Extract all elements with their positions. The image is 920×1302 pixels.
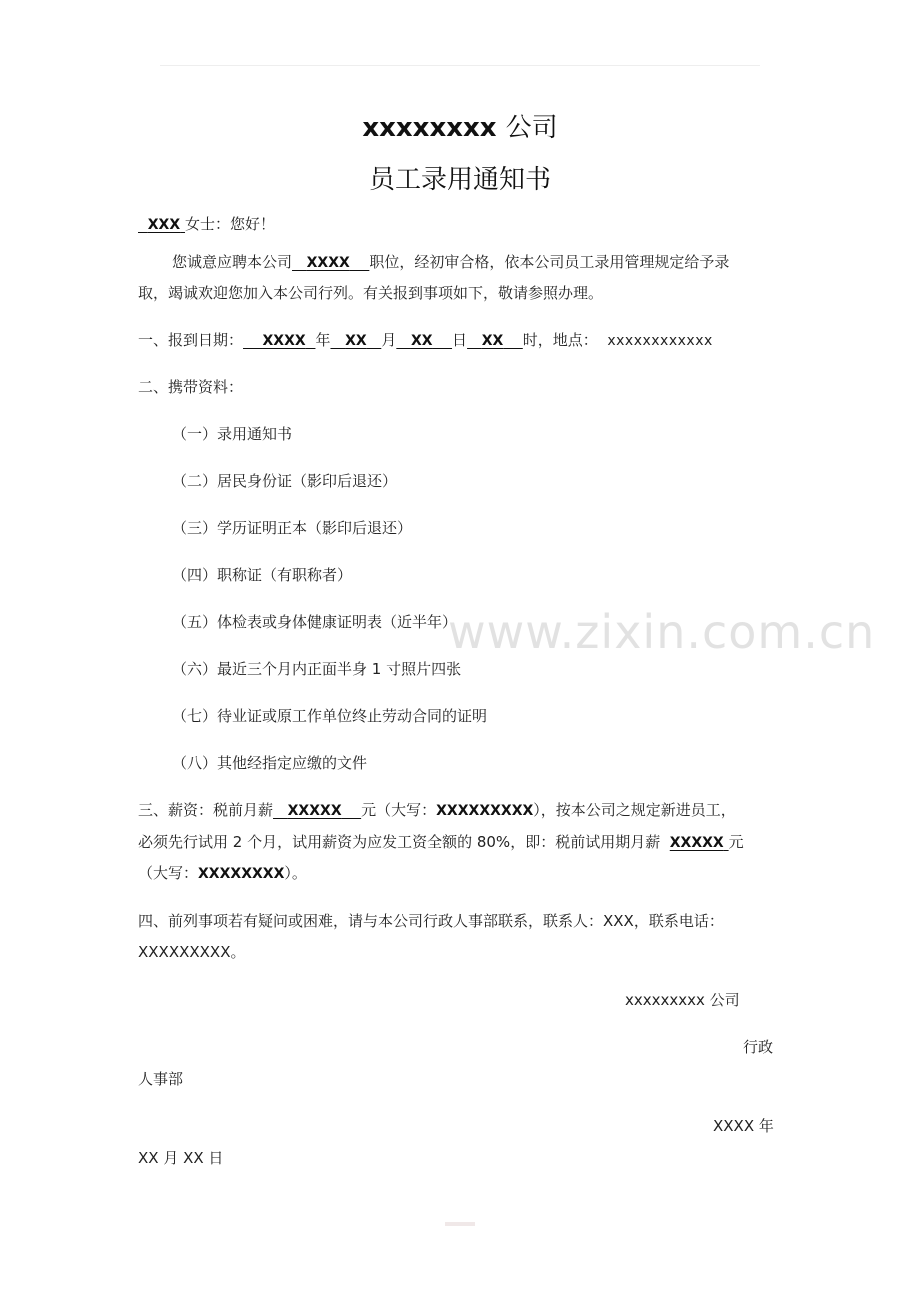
salary-line-3: （大写：XXXXXXXX）。 bbox=[138, 864, 307, 882]
salary-line-1: 三、薪资：税前月薪 XXXXX 元（大写：XXXXXXXXX），按本公司之规定新进员工， bbox=[138, 801, 736, 819]
company-title bbox=[0, 108, 920, 148]
report-year: XXXX bbox=[262, 333, 306, 349]
probation-salary-in-words: XXXXXXXX bbox=[198, 866, 285, 882]
company-code: xxxxxxxx bbox=[362, 113, 497, 143]
monthly-salary: XXXXX bbox=[287, 803, 342, 819]
greeting bbox=[138, 214, 275, 235]
probation-salary: XXXXX bbox=[669, 835, 724, 851]
document-title: 员工录用通知书 bbox=[368, 165, 551, 195]
report-month: XX bbox=[345, 333, 367, 349]
material-item: （一）录用通知书 bbox=[172, 425, 293, 443]
intro-line-2: 取，竭诚欢迎您加入本公司行列。有关报到事项如下，敬请参照办理。 bbox=[138, 284, 604, 302]
intro-line-1: 您诚意应聘本公司 XXXX 职位，经初审合格，依本公司员工录用管理规定给予录 bbox=[172, 253, 730, 271]
salary-in-words: XXXXXXXXX bbox=[436, 803, 534, 819]
signature-dept-part2: 人事部 bbox=[138, 1070, 184, 1088]
signature-date-part2: XX 月 XX 日 bbox=[138, 1149, 224, 1167]
material-item: （二）居民身份证（影印后退还） bbox=[172, 472, 398, 490]
materials-heading: 二、携带资料： bbox=[138, 378, 244, 396]
watermark: www.zixin.com.cn bbox=[448, 605, 876, 659]
greeting-suffix: 女士：您好！ bbox=[185, 215, 276, 233]
material-item: （六）最近三个月内正面半身 1 寸照片四张 bbox=[172, 660, 462, 678]
contact-line-2: XXXXXXXXX。 bbox=[138, 943, 246, 961]
material-item: （五）体检表或身体健康证明表（近半年） bbox=[172, 613, 458, 631]
material-item: （四）职称证（有职称者） bbox=[172, 566, 353, 584]
report-day: XX bbox=[410, 333, 433, 349]
footer-mark bbox=[445, 1222, 475, 1226]
header-rule bbox=[160, 65, 760, 66]
signature-dept-part1: 行政 bbox=[743, 1038, 774, 1056]
signature-date-part1: XXXX 年 bbox=[713, 1117, 774, 1135]
report-hour: XX bbox=[481, 333, 504, 349]
material-item: （三）学历证明正本（影印后退还） bbox=[172, 519, 413, 537]
report-date-line: 一、报到日期： XXXX 年 XX 月 XX 日 XX 时，地点： xxxxxxxxxxxx bbox=[138, 331, 713, 349]
contact-line-1: 四、前列事项若有疑问或困难，请与本公司行政人事部联系，联系人：XXX，联系电话： bbox=[138, 912, 724, 930]
position-field: XXXX bbox=[306, 255, 350, 271]
material-item: （七）待业证或原工作单位终止劳动合同的证明 bbox=[172, 707, 488, 725]
material-item: （八）其他经指定应缴的文件 bbox=[172, 754, 368, 772]
recipient-name: XXX bbox=[147, 217, 181, 233]
signature-company: xxxxxxxxx 公司 bbox=[625, 991, 740, 1009]
report-location: xxxxxxxxxxxx bbox=[607, 333, 713, 349]
salary-line-2: 必须先行试用 2 个月，试用薪资为应发工资全额的 80%，即：税前试用期月薪 XXXXX 元 bbox=[138, 833, 744, 851]
company-word: 公司 bbox=[505, 113, 558, 143]
